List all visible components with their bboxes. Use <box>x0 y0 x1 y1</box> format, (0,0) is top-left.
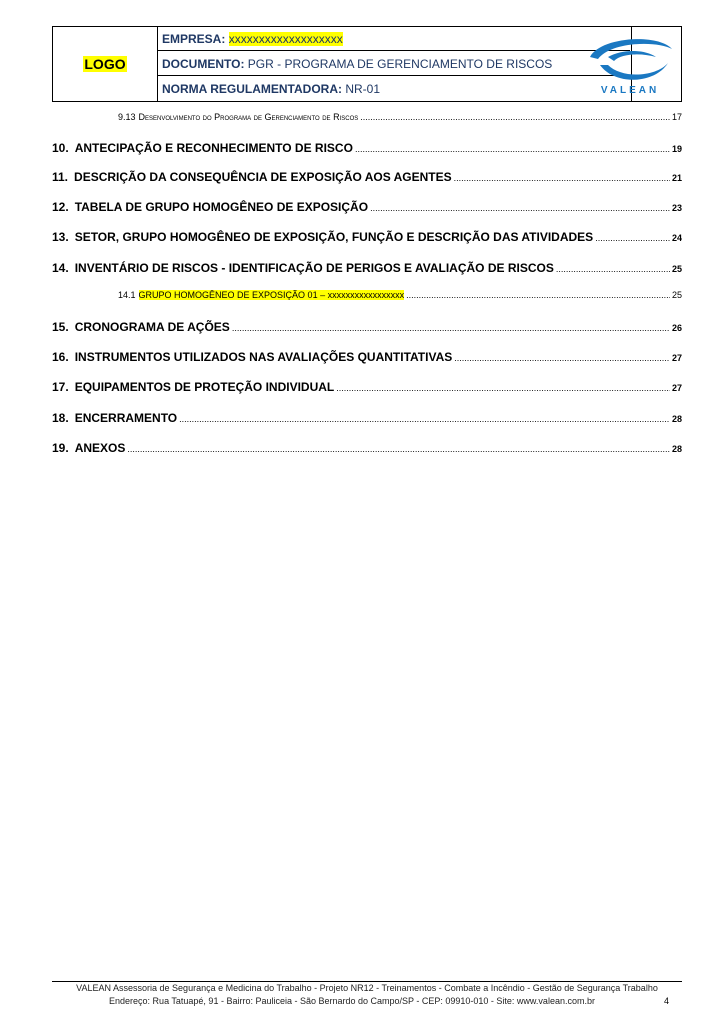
toc-entry[interactable] <box>52 261 682 275</box>
toc-entry-leader <box>454 354 670 363</box>
empresa-row <box>158 27 630 51</box>
header-info <box>158 27 630 101</box>
toc-entry-page: 19 <box>671 144 682 154</box>
footer-company-line: VALEAN Assessoria de Segurança e Medicina do Trabalho - Projeto NR12 - Treinamentos - Combate a Incêndio - Gestão de Segurança Trabalho <box>76 983 658 993</box>
toc-entry[interactable] <box>52 141 682 155</box>
toc-entry-page: 25 <box>671 290 682 300</box>
toc-entry-number: 10. <box>52 141 69 155</box>
documento-row <box>158 52 630 76</box>
toc-entry-number: 13. <box>52 230 69 244</box>
toc-entry-number: 15. <box>52 320 69 334</box>
toc-entry-page: 28 <box>671 414 682 424</box>
toc-entry[interactable] <box>52 200 682 214</box>
toc-entry-number: 11. <box>52 170 69 184</box>
toc-entry-number: 9.13 <box>118 112 136 122</box>
toc-entry-leader <box>454 174 670 183</box>
toc-entry-leader <box>370 204 670 213</box>
toc-entry-page: 24 <box>671 233 682 243</box>
toc-entry[interactable] <box>52 170 682 184</box>
toc-entry-number: 16. <box>52 350 69 364</box>
toc-entry-page: 23 <box>671 203 682 213</box>
documento-value: PGR - PROGRAMA DE GERENCIAMENTO DE RISCOS <box>247 57 553 71</box>
norma-value: NR-01 <box>345 82 381 96</box>
toc-entry-leader <box>556 265 670 274</box>
toc-entry-leader <box>360 113 670 122</box>
toc-entry-number: 14. <box>52 261 69 275</box>
norma-row <box>158 77 630 101</box>
toc-entry-title: ANEXOS <box>74 441 126 455</box>
toc-entry-title: CRONOGRAMA DE AÇÕES <box>74 320 230 334</box>
toc-entry-page: 27 <box>671 383 682 393</box>
toc-entry[interactable] <box>52 411 682 425</box>
toc-entry-title: INVENTÁRIO DE RISCOS - IDENTIFICAÇÃO DE PERIGOS E AVALIAÇÃO DE RISCOS <box>74 261 554 275</box>
toc-entry-leader <box>179 415 670 424</box>
toc-entry-page: 17 <box>671 112 682 122</box>
toc-entry[interactable] <box>52 441 682 455</box>
toc-entry[interactable] <box>52 350 682 364</box>
toc-entry-title: ENCERRAMENTO <box>74 411 178 425</box>
logo-cell <box>53 27 158 101</box>
documento-label: DOCUMENTO: <box>162 57 245 71</box>
toc-entry-number: 14.1 <box>118 290 136 300</box>
toc-entry-title: Desenvolvimento do Programa de Gerenciamento de Riscos <box>138 112 359 122</box>
page-number: 4 <box>664 996 670 1006</box>
toc-entry-leader <box>595 234 670 243</box>
toc-entry-title: DESCRIÇÃO DA CONSEQUÊNCIA DE EXPOSIÇÃO AOS AGENTES <box>74 170 452 184</box>
toc-entry-number: 18. <box>52 411 69 425</box>
toc-entry[interactable] <box>118 290 682 300</box>
toc-entry-leader <box>406 291 670 300</box>
footer-address-line: Endereço: Rua Tatuapé, 91 - Bairro: Pauliceia - São Bernardo do Campo/SP - CEP: 09910-010 - Site: www.valean.com.br <box>109 996 595 1006</box>
toc-entry-title: EQUIPAMENTOS DE PROTEÇÃO INDIVIDUAL <box>74 380 335 394</box>
logo-placeholder: LOGO <box>84 56 126 72</box>
toc-entry-page: 28 <box>671 444 682 454</box>
toc-entry[interactable] <box>52 230 682 244</box>
toc-entry-number: 19. <box>52 441 69 455</box>
toc-entry-page: 25 <box>671 264 682 274</box>
brand-name: VALEAN <box>600 85 660 96</box>
empresa-label: EMPRESA: <box>162 32 226 46</box>
footer-divider <box>52 981 682 982</box>
toc-entry-title: GRUPO HOMOGÊNEO DE EXPOSIÇÃO 01 – xxxxxxxxxxxxxxxxx <box>138 290 405 300</box>
toc-entry-leader <box>355 145 670 154</box>
toc-entry-title: ANTECIPAÇÃO E RECONHECIMENTO DE RISCO <box>74 141 353 155</box>
empresa-value: xxxxxxxxxxxxxxxxxxx <box>228 32 343 46</box>
toc-entry-leader <box>336 384 670 393</box>
toc-entry-page: 21 <box>671 173 682 183</box>
toc-entry-title: INSTRUMENTOS UTILIZADOS NAS AVALIAÇÕES QUANTITATIVAS <box>74 350 453 364</box>
toc-entry-number: 12. <box>52 200 69 214</box>
toc-entry[interactable] <box>52 380 682 394</box>
toc-entry-title: TABELA DE GRUPO HOMOGÊNEO DE EXPOSIÇÃO <box>74 200 369 214</box>
valean-emblem-icon <box>578 27 682 101</box>
toc-entry-title: SETOR, GRUPO HOMOGÊNEO DE EXPOSIÇÃO, FUNÇÃO E DESCRIÇÃO DAS ATIVIDADES <box>74 230 594 244</box>
toc-entry-leader <box>127 445 670 454</box>
toc-entry-leader <box>232 324 670 333</box>
norma-label: NORMA REGULAMENTADORA: <box>162 82 342 96</box>
toc-entry-number: 17. <box>52 380 69 394</box>
toc-entry[interactable] <box>118 112 682 122</box>
toc-entry-page: 26 <box>671 323 682 333</box>
toc-entry[interactable] <box>52 320 682 334</box>
toc-entry-page: 27 <box>671 353 682 363</box>
